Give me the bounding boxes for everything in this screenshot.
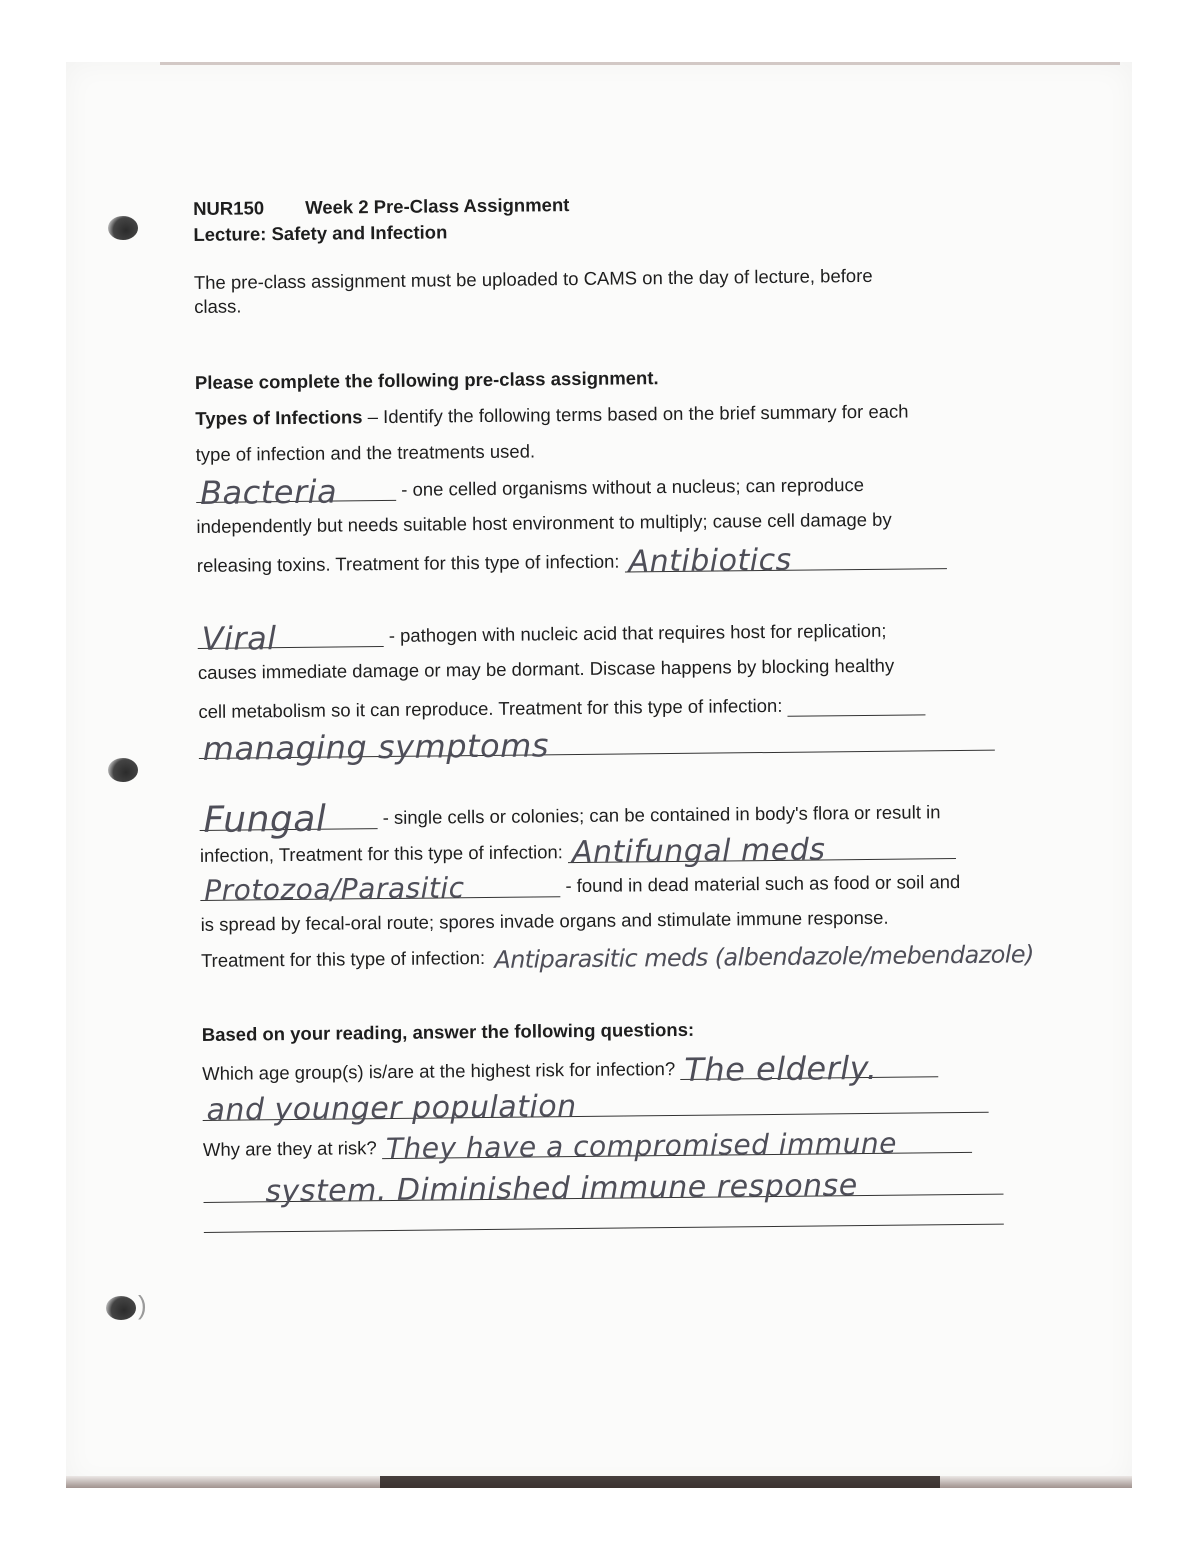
- answer-1-line-1: The elderly.: [684, 1048, 878, 1089]
- protozoa-description-1: - found in dead material such as food or soil and: [565, 871, 961, 897]
- protozoa-treatment-prompt: Treatment for this type of infection:: [200, 946, 486, 971]
- bacteria-description-1: - one celled organisms without a nucleus; can reproduce: [401, 473, 865, 500]
- protozoa-description-2: is spread by fecal-oral route; spores invade organs and stimulate immune response.: [200, 906, 889, 935]
- hole-mark: ): [138, 1290, 147, 1320]
- intro-line-2: class.: [194, 295, 242, 317]
- viral-answer: Viral: [201, 619, 277, 658]
- bacteria-treatment: Antibiotics: [628, 542, 792, 580]
- instructions-heading: Please complete the following pre-class assignment.: [194, 367, 659, 393]
- viral-treatment: managing symptoms: [202, 726, 550, 768]
- answer-1-field[interactable]: [680, 1046, 938, 1089]
- viral-treatment-blank[interactable]: [787, 690, 925, 716]
- question-1-line: [202, 1046, 938, 1089]
- punch-hole-bottom: [106, 1296, 136, 1320]
- types-intro-line-2: type of infection and the treatments used.: [195, 440, 536, 465]
- question-1: Which age group(s) is/are at the highest risk for infection?: [202, 1057, 676, 1084]
- bacteria-answer: Bacteria: [199, 472, 338, 512]
- fungal-treatment-prompt: infection, Treatment for this type of infection:: [199, 841, 563, 866]
- protozoa-answer-field[interactable]: [200, 871, 560, 907]
- answer-2-field[interactable]: [382, 1124, 972, 1166]
- header-line: [193, 194, 569, 220]
- punch-hole-middle: [108, 758, 138, 782]
- bacteria-answer-field[interactable]: [196, 472, 396, 512]
- assignment-title: Week 2 Pre-Class Assignment: [305, 194, 570, 218]
- bacteria-treatment-prompt: releasing toxins. Treatment for this type of infection:: [196, 550, 620, 576]
- protozoa-treatment: Antiparasitic meds (albendazole/mebendazole): [494, 940, 1034, 974]
- lecture-title: Lecture: Safety and Infection: [193, 221, 448, 245]
- viral-description-1: - pathogen with nucleic acid that requires host for replication;: [388, 619, 887, 646]
- viral-answer-field[interactable]: [197, 619, 383, 658]
- fungal-treatment: Antifungal meds: [571, 832, 826, 871]
- fungal-answer: Fungal: [203, 798, 327, 841]
- punch-hole-top: [108, 216, 138, 240]
- protozoa-treatment-field[interactable]: [490, 940, 1034, 974]
- answer-1-line-2: and younger population: [206, 1089, 577, 1128]
- paper-top-edge: [160, 62, 1120, 65]
- questions-heading: Based on your reading, answer the following questions:: [201, 1018, 695, 1045]
- bacteria-treatment-field[interactable]: [624, 542, 946, 580]
- question-2: Why are they at risk?: [202, 1137, 377, 1160]
- viral-treatment-prompt: cell metabolism so it can reproduce. Treatment for this type of infection:: [198, 694, 783, 722]
- viral-description-2: causes immediate damage or may be dormant. Discase happens by blocking healthy: [197, 654, 895, 683]
- fungal-description-1: - single cells or colonies; can be contained in body's flora or result in: [382, 801, 941, 829]
- bacteria-description-2: independently but needs suitable host environment to multiply; cause cell damage by: [196, 508, 892, 537]
- fungal-answer-field[interactable]: [199, 798, 377, 841]
- answer-2-line-2: system. Diminished immune response: [265, 1168, 858, 1210]
- intro-line-1: The pre-class assignment must be uploaded to CAMS on the day of lecture, before: [193, 264, 873, 293]
- course-code: NUR150: [193, 197, 265, 219]
- paper-bottom-shadow: [380, 1476, 940, 1488]
- answer-2-line-1: They have a compromised immune: [385, 1126, 898, 1166]
- types-text: – Identify the following terms based on the brief summary for each: [362, 400, 909, 428]
- fungal-treatment-field[interactable]: [568, 832, 956, 871]
- types-label: Types of Infections: [195, 406, 363, 429]
- protozoa-answer: Protozoa/Parasitic: [204, 871, 465, 907]
